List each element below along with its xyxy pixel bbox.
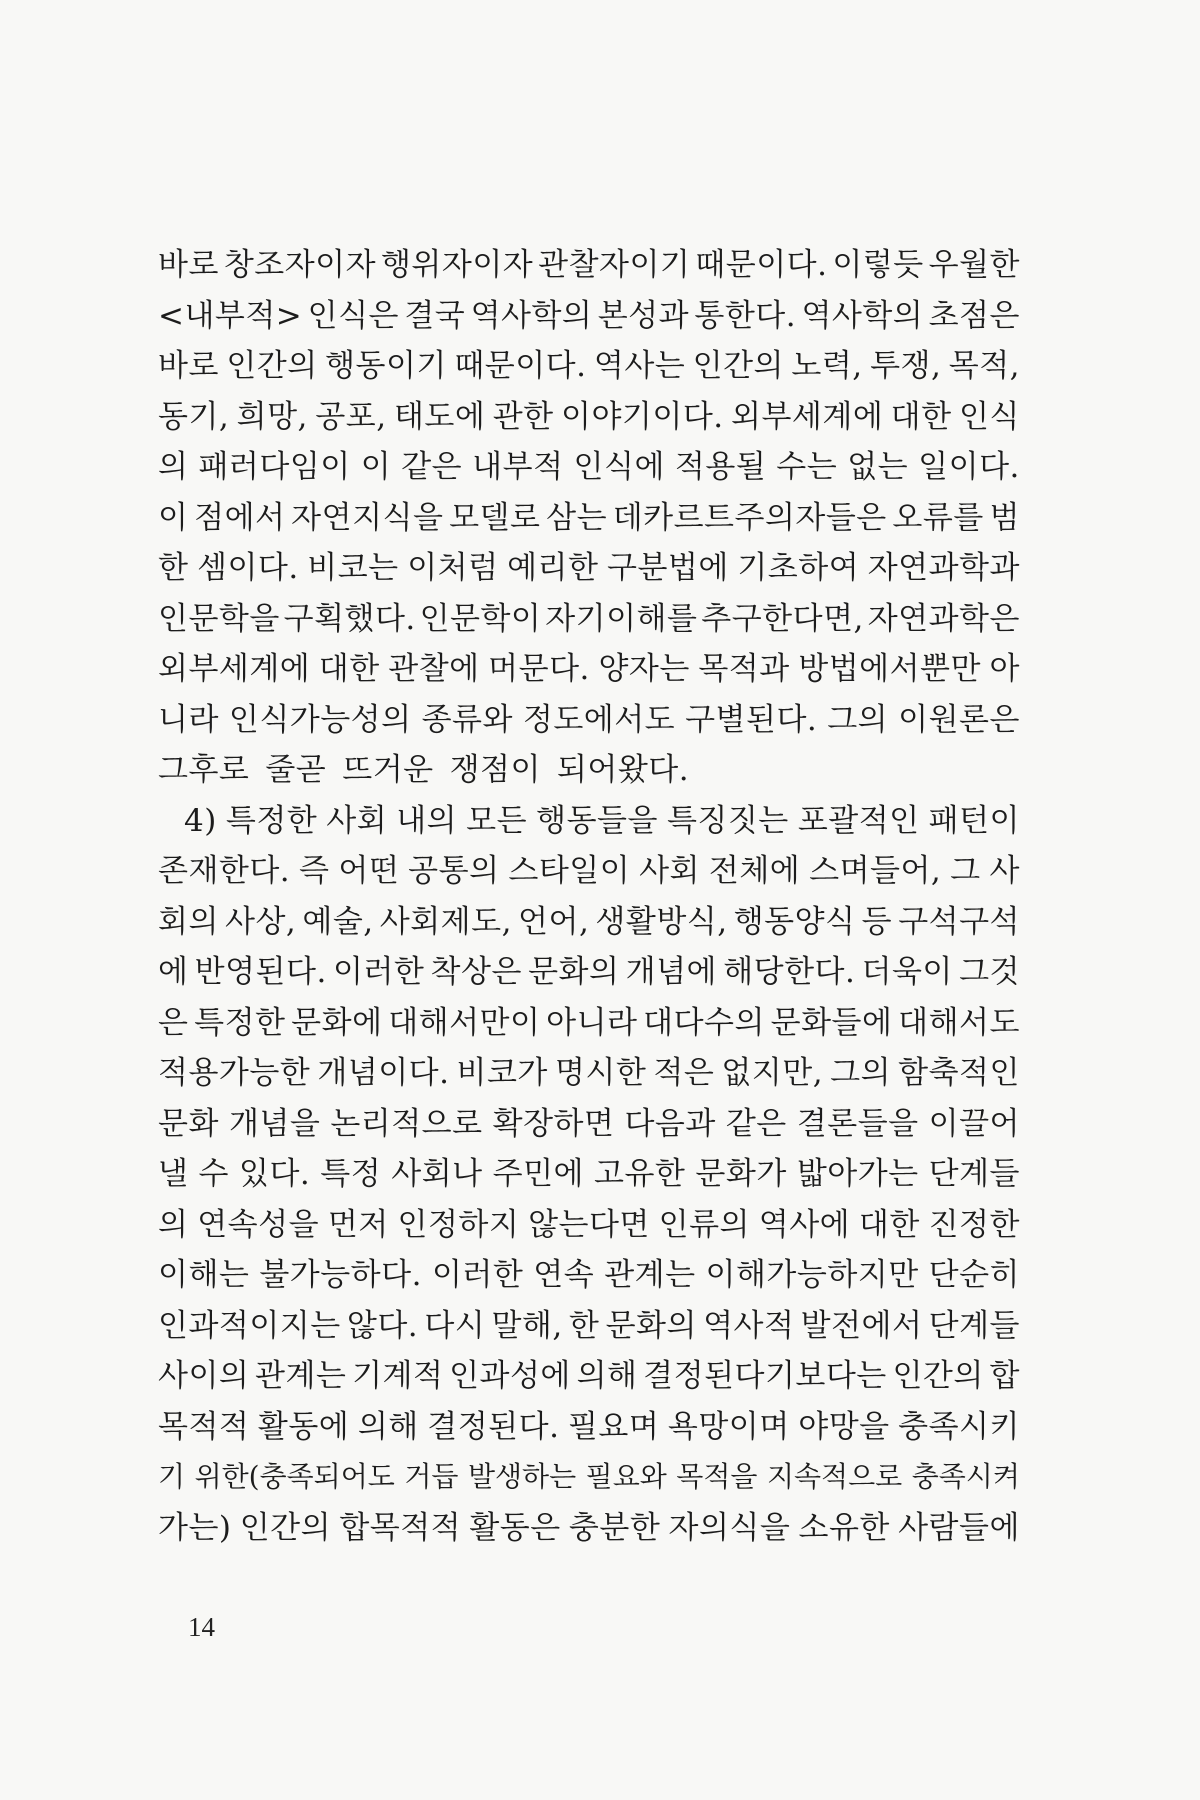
text-line: 동기, 희망, 공포, 태도에 관한 이야기이다. 외부세계에 대한 인식 <box>158 398 1020 435</box>
text-line: 존재한다. 즉 어떤 공통의 스타일이 사회 전체에 스며들어, 그 사 <box>158 853 1020 889</box>
text-line: 그후로 줄곧 뜨거운 쟁점이 되어왔다. <box>158 752 690 788</box>
text-line: 의 패러다임이 이 같은 내부적 인식에 적용될 수는 없는 일이다. <box>158 449 1020 485</box>
text-line: 4) 특정한 사회 내의 모든 행동들을 특징짓는 포괄적인 패턴이 <box>184 802 1020 839</box>
text-line: 외부세계에 대한 관찰에 머문다. 양자는 목적과 방법에서뿐만 아 <box>158 651 1020 687</box>
text-line: 낼 수 있다. 특정 사회나 주민에 고유한 문화가 밟아가는 단계들 <box>158 1156 1020 1192</box>
text-line: 은 특정한 문화에 대해서만이 아니라 대다수의 문화들에 대해서도 <box>158 1004 1020 1041</box>
text-line: 이 점에서 자연지식을 모델로 삼는 데카르트주의자들은 오류를 범 <box>158 499 1020 536</box>
text-line: 바로 인간의 행동이기 때문이다. 역사는 인간의 노력, 투쟁, 목적, <box>158 348 1020 384</box>
text-line: 니라 인식가능성의 종류와 정도에서도 구별된다. 그의 이원론은 <box>158 701 1020 738</box>
text-line: 사이의 관계는 기계적 인과성에 의해 결정된다기보다는 인간의 합 <box>158 1358 1020 1394</box>
text-line: <내부적> 인식은 결국 역사학의 본성과 통한다. 역사학의 초점은 <box>158 297 1020 334</box>
text-line: 바로 창조자이자 행위자이자 관찰자이기 때문이다. 이렇듯 우월한 <box>158 247 1020 283</box>
page-number: 14 <box>188 1612 215 1642</box>
text-line: 한 셈이다. 비코는 이처럼 예리한 구분법에 기초하여 자연과학과 <box>158 550 1020 586</box>
text-line: 에 반영된다. 이러한 착상은 문화의 개념에 해당한다. 더욱이 그것 <box>158 954 1020 990</box>
text-line: 이해는 불가능하다. 이러한 연속 관계는 이해가능하지만 단순히 <box>158 1257 1020 1293</box>
text-line: 의 연속성을 먼저 인정하지 않는다면 인류의 역사에 대한 진정한 <box>158 1206 1020 1243</box>
text-line: 기 위한(충족되어도 거듭 발생하는 필요와 목적을 지속적으로 충족시켜 <box>158 1460 1020 1493</box>
text-line: 목적적 활동에 의해 결정된다. 필요며 욕망이며 야망을 충족시키 <box>158 1408 1020 1445</box>
text-line: 적용가능한 개념이다. 비코가 명시한 적은 없지만, 그의 함축적인 <box>158 1055 1020 1091</box>
body-text <box>158 240 1020 1553</box>
text-line: 인문학을 구획했다. 인문학이 자기이해를 추구한다면, 자연과학은 <box>158 600 1020 637</box>
text-line: 인과적이지는 않다. 다시 말해, 한 문화의 역사적 발전에서 단계들 <box>158 1307 1020 1344</box>
text-line: 문화 개념을 논리적으로 확장하면 다음과 같은 결론들을 이끌어 <box>158 1105 1020 1142</box>
text-line: 회의 사상, 예술, 사회제도, 언어, 생활방식, 행동양식 등 구석구석 <box>158 903 1020 940</box>
text-line: 가는) 인간의 합목적적 활동은 충분한 자의식을 소유한 사람들에 <box>158 1509 1020 1546</box>
